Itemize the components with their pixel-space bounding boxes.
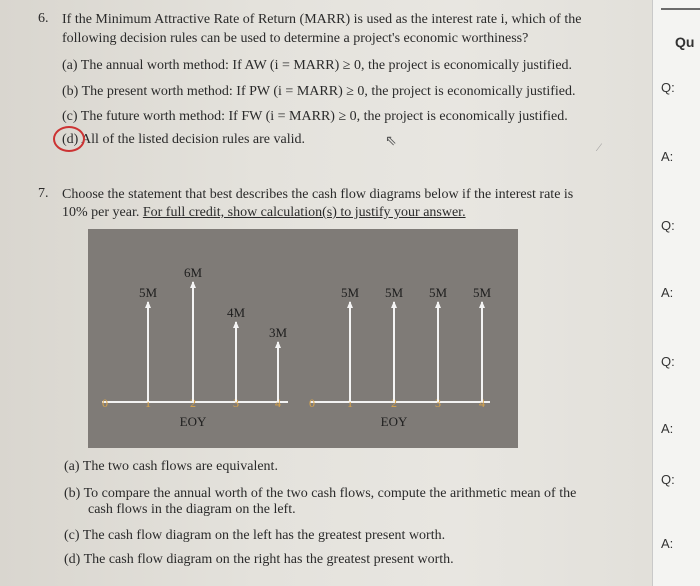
sidebar-label[interactable]: A: <box>661 421 674 436</box>
cash-flow-diagram-svg <box>88 229 518 448</box>
q6-option-a: (a) The annual worth method: If AW (i = MARR) ≥ 0, the project is economically justified. <box>62 58 573 73</box>
q7-line-2 <box>62 204 466 221</box>
left-value-label: 6M <box>183 265 203 280</box>
right-value-label: 5M <box>428 285 448 300</box>
q7-option-a: (a) The two cash flows are equivalent. <box>64 459 278 474</box>
q6-option-c: (c) The future worth method: If FW (i = MARR) ≥ 0, the project is economically justified. <box>62 109 568 124</box>
right-value-label: 5M <box>472 285 492 300</box>
sidebar-label[interactable]: Q: <box>661 80 675 95</box>
left-tick-label: 2 <box>190 396 196 410</box>
left-tick-label: 0 <box>102 396 108 410</box>
sidebar-label[interactable]: A: <box>661 285 674 300</box>
q7-option-b-line-2: cash flows in the diagram on the left. <box>88 502 296 517</box>
q6-line-1: If the Minimum Attractive Rate of Return (MARR) is used as the interest rate i, which of the <box>62 12 582 27</box>
q7-option-c: (c) The cash flow diagram on the left has the greatest present worth. <box>64 528 446 543</box>
q7-line-1: Choose the statement that best describes the cash flow diagrams below if the interest rate is <box>62 187 574 202</box>
left-arrow-head <box>190 281 196 288</box>
left-arrow-head <box>233 321 239 328</box>
right-arrow-head <box>479 301 485 308</box>
left-arrow-head <box>145 301 151 308</box>
q7-option-d: (d) The cash flow diagram on the right has the greatest present worth. <box>64 552 454 567</box>
right-arrow-head <box>435 301 441 308</box>
sidebar-label[interactable]: Q: <box>661 218 675 233</box>
q7-option-b-line-1: (b) To compare the annual worth of the two cash flows, compute the arithmetic mean of the <box>64 486 577 501</box>
right-value-label: 5M <box>340 285 360 300</box>
right-tick-label: 1 <box>347 396 353 410</box>
right-arrow-head <box>391 301 397 308</box>
q7-number: 7. <box>38 186 49 201</box>
sidebar-label[interactable]: A: <box>661 149 674 164</box>
answer-circle-mark <box>53 126 85 152</box>
left-axis-label: EOY <box>179 414 207 429</box>
right-axis-label: EOY <box>380 414 408 429</box>
mouse-cursor-icon: ⇖ <box>385 134 397 149</box>
right-tick-label: 2 <box>391 396 397 410</box>
q6-line-2: following decision rules can be used to determine a project's economic worthiness? <box>62 31 529 46</box>
left-value-label: 4M <box>226 305 246 320</box>
left-value-label: 3M <box>268 325 288 340</box>
qa-sidebar <box>652 0 700 586</box>
q7-interest-rate: 10% per year. <box>62 205 143 220</box>
sidebar-label[interactable]: Q: <box>661 354 675 369</box>
q6-option-d: (d) All of the listed decision rules are valid. <box>62 132 305 147</box>
right-tick-label: 4 <box>479 396 485 410</box>
sidebar-label[interactable]: Q: <box>661 472 675 487</box>
sidebar-label[interactable]: A: <box>661 536 674 551</box>
left-arrow-head <box>275 341 281 348</box>
left-tick-label: 3 <box>233 396 239 410</box>
q6-number: 6. <box>38 11 49 26</box>
left-value-label: 5M <box>138 285 158 300</box>
left-tick-label: 4 <box>275 396 281 410</box>
sidebar-header: Qu <box>675 34 695 50</box>
cash-flow-diagrams <box>88 229 518 448</box>
pencil-dash-mark: ⁄ <box>598 140 601 154</box>
right-tick-label: 0 <box>309 396 315 410</box>
right-tick-label: 3 <box>435 396 441 410</box>
q7-instruction: For full credit, show calculation(s) to justify your answer. <box>142 205 466 220</box>
left-tick-label: 1 <box>145 396 151 410</box>
sidebar-divider <box>661 8 700 10</box>
right-value-label: 5M <box>384 285 404 300</box>
q6-option-b: (b) The present worth method: If PW (i = MARR) ≥ 0, the project is economically justified. <box>62 84 576 99</box>
right-arrow-head <box>347 301 353 308</box>
